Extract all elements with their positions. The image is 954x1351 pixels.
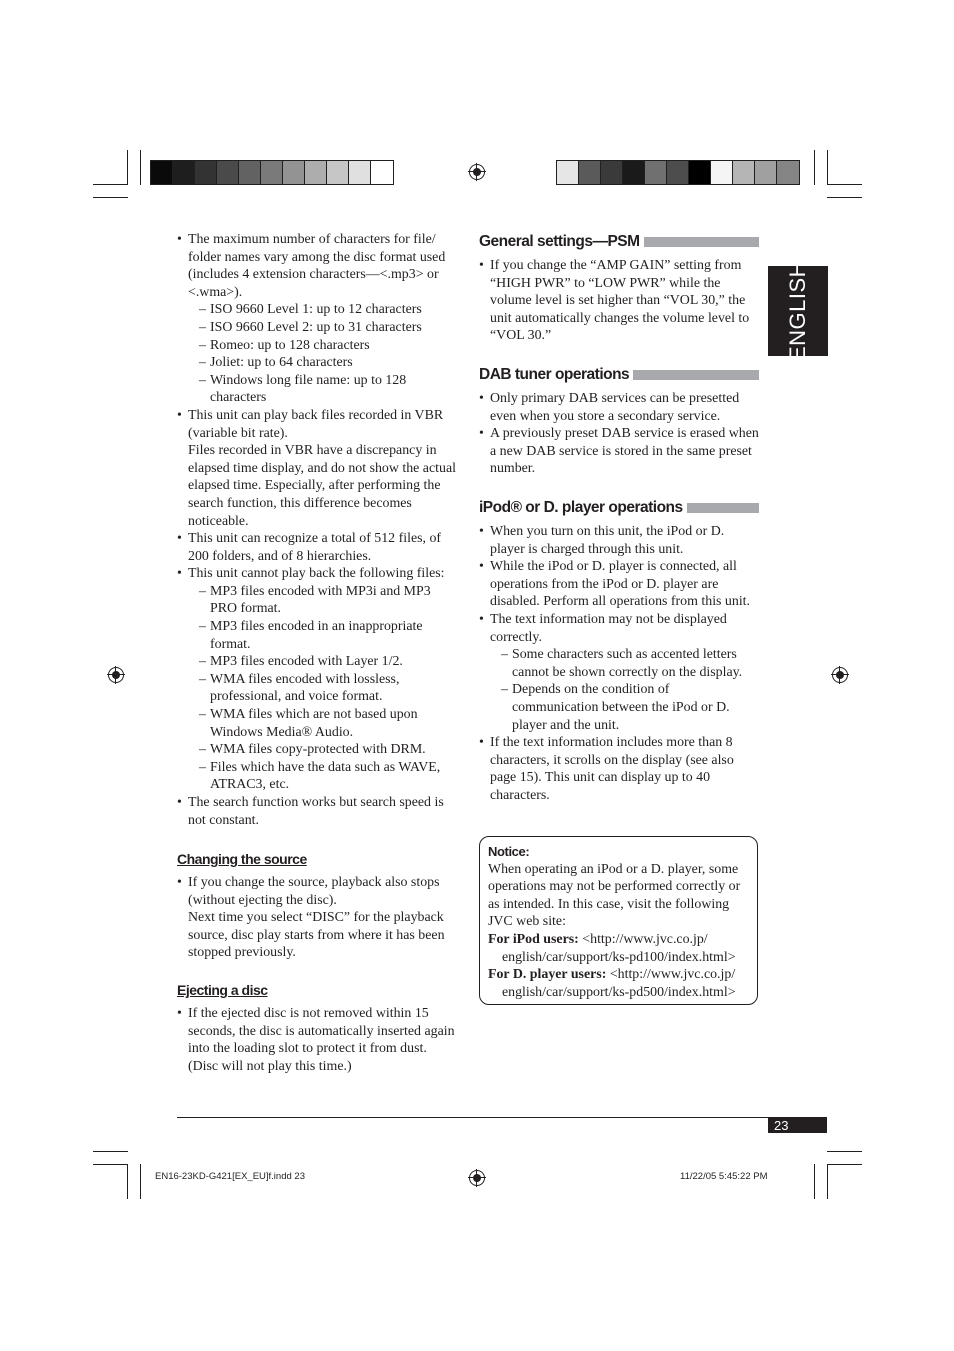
list-item: • The maximum number of characters for file/ folder names vary among the disc format used (includes 4 extension characters—<.mp3> or <.wma>). – ISO 9660 Level 1: up to 12 characters – ISO 9660 Level 2: up to 31 characters – Romeo: up to 128 characters – Joliet: up to 64 characters – Windows long file name: up to 128 characters bbox=[177, 231, 457, 407]
sub-item: – WMA files which are not based upon Windows Media® Audio. bbox=[199, 706, 457, 741]
crop-mark bbox=[814, 150, 815, 185]
crop-mark bbox=[93, 1164, 128, 1165]
sub-item: – Joliet: up to 64 characters bbox=[199, 354, 457, 372]
sub-item: – ISO 9660 Level 1: up to 12 characters bbox=[199, 301, 457, 319]
ejecting-disc-heading: Ejecting a disc bbox=[177, 982, 268, 998]
registration-mark-icon bbox=[469, 164, 485, 180]
crop-mark bbox=[827, 1151, 862, 1152]
crop-mark bbox=[827, 197, 862, 198]
notice-box bbox=[479, 836, 758, 1005]
sub-item: – Depends on the condition of communication between the iPod or D. player and the unit. bbox=[501, 681, 751, 734]
list-item: • If you change the “AMP GAIN” setting from “HIGH PWR” to “LOW PWR” while the volume level is set higher than “VOL 30,” the unit automatically changes the volume level to “VOL 30.” bbox=[479, 257, 762, 345]
list-item: • The search function works but search speed is not constant. bbox=[177, 794, 457, 829]
sub-item: – Some characters such as accented letters cannot be shown correctly on the display. bbox=[501, 646, 751, 681]
changing-source-section bbox=[177, 874, 459, 962]
psm-section bbox=[479, 257, 762, 345]
dab-heading: DAB tuner operations bbox=[479, 366, 759, 384]
crop-mark bbox=[127, 1164, 128, 1199]
list-item: • If the text information includes more than 8 characters, it scrolls on the display (see also page 15). This unit can display up to 40 characters. bbox=[479, 734, 751, 804]
list-item: • This unit can play back files recorded in VBR (variable bit rate). Files recorded in VBR have a discrepancy in elapsed time display, and do not show the actual elapsed time. Especially, after performing the search function, this difference becomes noticeable. bbox=[177, 407, 457, 530]
sub-item: – WMA files copy-protected with DRM. bbox=[199, 741, 457, 759]
crop-mark bbox=[827, 150, 828, 185]
crop-mark bbox=[93, 197, 128, 198]
grayscale-bar-left bbox=[150, 160, 394, 185]
changing-source-heading: Changing the source bbox=[177, 851, 307, 867]
list-item-note: Next time you select “DISC” for the playback source, disc play starts from where it has been stopped previously. bbox=[188, 910, 445, 961]
sub-item: – WMA files encoded with lossless, professional, and voice format. bbox=[199, 671, 457, 706]
registration-mark-icon bbox=[469, 1170, 485, 1186]
grayscale-bar-right bbox=[556, 160, 800, 185]
sub-item: – ISO 9660 Level 2: up to 31 characters bbox=[199, 319, 457, 337]
notice-title: Notice: bbox=[488, 844, 530, 859]
crop-mark bbox=[140, 1164, 141, 1199]
ipod-heading: iPod® or D. player operations bbox=[479, 499, 759, 517]
crop-mark bbox=[814, 1164, 815, 1199]
crop-mark bbox=[127, 150, 128, 185]
list-item: • If the ejected disc is not removed within 15 seconds, the disc is automatically inserted again into the loading slot to protect it from dust. (Disc will not play this time.) bbox=[177, 1005, 457, 1075]
footer-timestamp: 11/22/05 5:45:22 PM bbox=[680, 1171, 768, 1182]
list-item: • A previously preset DAB service is erased when a new DAB service is stored in the same preset number. bbox=[479, 425, 760, 478]
list-item: • If you change the source, playback also stops (without ejecting the disc). Next time you select “DISC” for the playback source, disc play starts from where it has been stopped previously. bbox=[177, 874, 459, 962]
notice-text: When operating an iPod or a D. player, some operations may not be performed correctly or as intended. In this case, visit the following JVC web site: bbox=[488, 861, 741, 930]
notice-ipod-link: For iPod users: <http://www.jvc.co.jp/ english/car/support/ks-pd100/index.html> bbox=[488, 931, 736, 965]
bottom-rule bbox=[177, 1117, 827, 1118]
sub-item: – Romeo: up to 128 characters bbox=[199, 337, 457, 355]
language-tab bbox=[768, 260, 828, 362]
list-item: • This unit can recognize a total of 512 files, of 200 folders, and of 8 hierarchies. bbox=[177, 530, 457, 565]
sub-item: – Files which have the data such as WAVE, ATRAC3, etc. bbox=[199, 759, 457, 794]
ipod-section bbox=[479, 523, 751, 805]
notice-dplayer-link: For D. player users: <http://www.jvc.co.jp/ english/car/support/ks-pd500/index.html> bbox=[488, 967, 736, 1000]
language-tab-label: ENGLISH bbox=[785, 260, 810, 362]
crop-mark bbox=[827, 184, 862, 185]
list-item: • This unit cannot play back the following files: – MP3 files encoded with MP3i and MP3 PRO format. – MP3 files encoded in an inappropriate format. – MP3 files encoded with Layer 1/2. – WMA files encoded with lossless, professional, and voice format. – WMA files which are not based upon Windows Media® Audio. – WMA files copy-protected with DRM. – Files which have the data such as WAVE, ATRAC3, etc. bbox=[177, 565, 457, 794]
sub-item: – Windows long file name: up to 128 characters bbox=[199, 372, 457, 407]
dab-section bbox=[479, 390, 760, 478]
list-item-note: Files recorded in VBR have a discrepancy in elapsed time display, and do not show the actual elapsed time. Especially, after performing the search function, this difference becomes noticeable. bbox=[188, 443, 456, 529]
list-item: • While the iPod or D. player is connected, all operations from the iPod or D. player are disabled. Perform all operations from this unit. bbox=[479, 558, 751, 611]
list-item: • The text information may not be displayed correctly. – Some characters such as accented letters cannot be shown correctly on the display. – Depends on the condition of communication between the iPod or D. player and the unit. bbox=[479, 611, 751, 734]
sub-item: – MP3 files encoded with Layer 1/2. bbox=[199, 653, 457, 671]
footer-filename: EN16-23KD-G421[EX_EU]f.indd 23 bbox=[155, 1171, 305, 1182]
page-number: 23 bbox=[768, 1118, 827, 1133]
crop-mark bbox=[827, 1164, 862, 1165]
ejecting-disc-section bbox=[177, 1005, 457, 1075]
crop-mark bbox=[93, 1151, 128, 1152]
left-column bbox=[177, 231, 457, 829]
crop-mark bbox=[827, 1164, 828, 1199]
list-item: • When you turn on this unit, the iPod or D. player is charged through this unit. bbox=[479, 523, 751, 558]
crop-mark bbox=[93, 184, 128, 185]
list-item: • Only primary DAB services can be presetted even when you store a secondary service. bbox=[479, 390, 760, 425]
sub-item: – MP3 files encoded in an inappropriate format. bbox=[199, 618, 457, 653]
crop-mark bbox=[140, 150, 141, 185]
registration-mark-icon bbox=[832, 667, 848, 683]
registration-mark-icon bbox=[108, 667, 124, 683]
sub-item: – MP3 files encoded with MP3i and MP3 PRO format. bbox=[199, 583, 457, 618]
psm-heading: General settings—PSM bbox=[479, 233, 759, 251]
